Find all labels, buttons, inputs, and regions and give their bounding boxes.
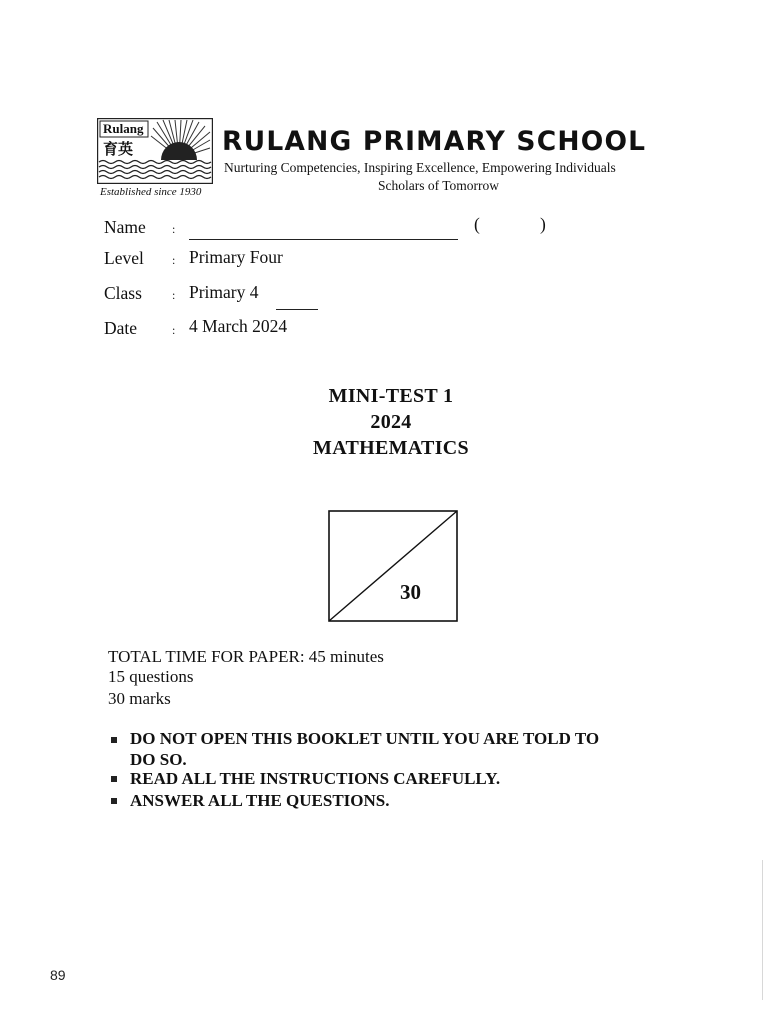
index-paren-open: (	[474, 214, 480, 234]
name-write-line[interactable]	[189, 239, 458, 240]
date-value: 4 March 2024	[189, 316, 288, 336]
score-box[interactable]	[328, 510, 458, 622]
rising-sun-logo-icon	[97, 118, 213, 184]
school-motto-line2: Scholars of Tomorrow	[378, 178, 500, 193]
question-count: 15 questions	[108, 667, 194, 686]
index-paren-close: )	[540, 214, 546, 234]
score-box-diagonal-icon	[328, 510, 458, 622]
marks-count: 30 marks	[108, 689, 171, 708]
bullet-icon	[111, 776, 117, 782]
level-colon: :	[172, 253, 176, 267]
class-label: Class	[104, 283, 142, 303]
class-colon: :	[172, 288, 176, 302]
test-subject: MATHEMATICS	[313, 437, 469, 459]
name-colon: :	[172, 222, 176, 236]
date-label: Date	[104, 318, 138, 338]
bullet-icon	[111, 798, 117, 804]
date-colon: :	[172, 323, 176, 337]
total-time: TOTAL TIME FOR PAPER: 45 minutes	[108, 647, 384, 666]
total-marks: 30	[400, 580, 421, 604]
test-year: 2024	[370, 411, 412, 433]
established-text: Established since 1930	[100, 186, 202, 198]
test-title: MINI-TEST 1	[328, 385, 454, 407]
scan-edge-divider	[762, 860, 763, 1000]
school-name: RULANG PRIMARY SCHOOL	[222, 126, 647, 157]
instruction-1-line2: DO SO.	[130, 750, 187, 769]
instruction-2: READ ALL THE INSTRUCTIONS CAREFULLY.	[130, 769, 501, 788]
logo-wordmark: Rulang	[103, 121, 144, 136]
school-logo	[97, 118, 213, 184]
level-value: Primary Four	[189, 247, 283, 267]
level-label: Level	[104, 248, 144, 268]
class-value: Primary 4	[189, 282, 259, 302]
class-write-line[interactable]	[276, 309, 318, 310]
instruction-1-line1: DO NOT OPEN THIS BOOKLET UNTIL YOU ARE TOLD TO	[130, 729, 600, 748]
school-motto-line1: Nurturing Competencies, Inspiring Excellence, Empowering Individuals	[224, 160, 616, 175]
page-number: 89	[50, 967, 66, 983]
logo-chinese-characters: 育英	[103, 140, 134, 158]
bullet-icon	[111, 737, 117, 743]
instruction-3: ANSWER ALL THE QUESTIONS.	[130, 791, 390, 810]
name-label: Name	[104, 217, 146, 237]
